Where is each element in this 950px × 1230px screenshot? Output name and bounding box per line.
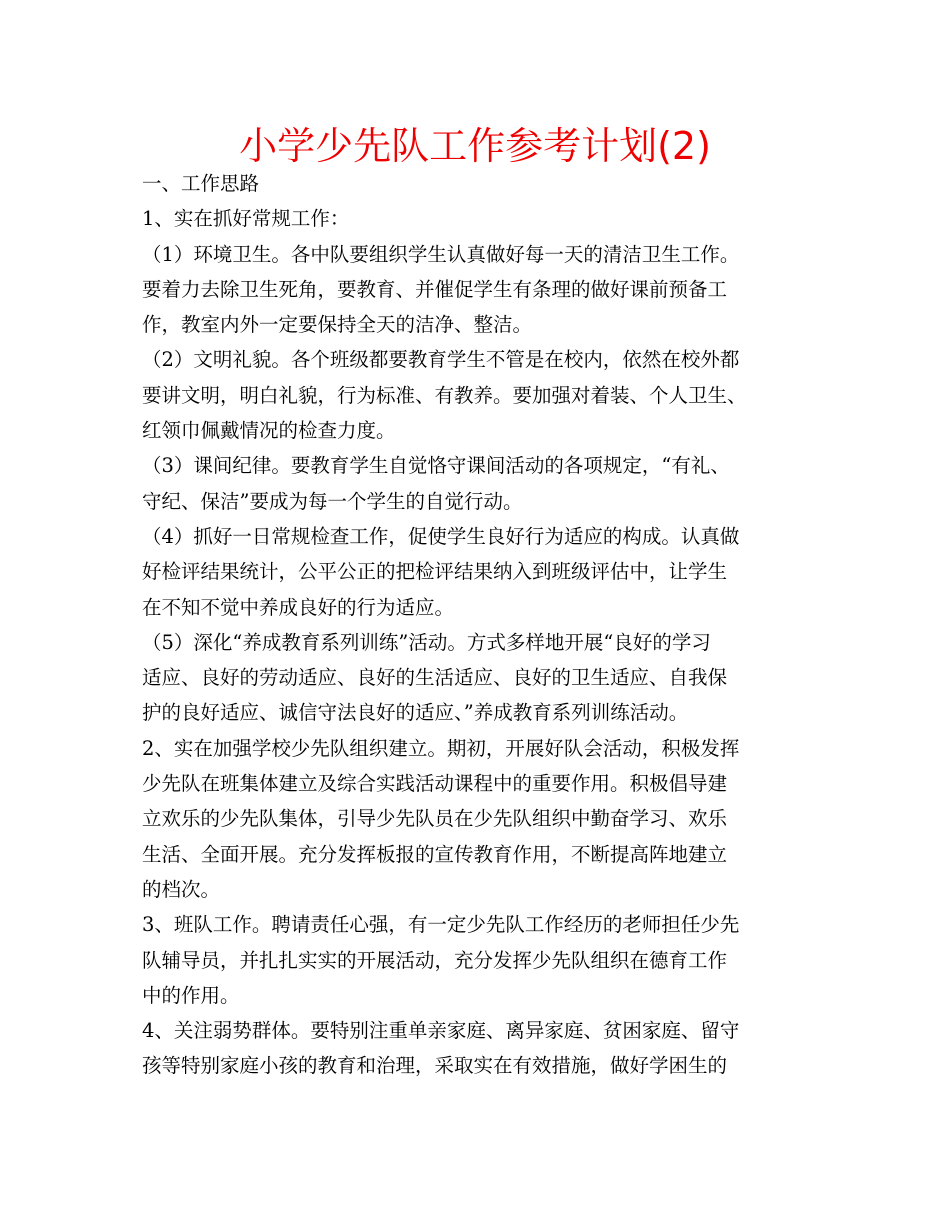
body-line: 要讲文明，明白礼貌，行为标准、有教养。要加强对着装、个人卫生、 <box>142 383 747 407</box>
body-line: 在不知不觉中养成良好的行为适应。 <box>142 595 455 619</box>
body-line: 一、工作思路 <box>142 172 260 195</box>
body-line: 少先队在班集体建立及综合实践活动课程中的重要作用。积极倡导建 <box>142 772 728 796</box>
body-line: 立欢乐的少先队集体，引导少先队员在少先队组织中勤奋学习、欢乐 <box>142 807 728 831</box>
body-line: （2）文明礼貌。各个班级都要教育学生不管是在校内，依然在校外都 <box>142 348 740 372</box>
body-line: 生活、全面开展。充分发挥板报的宣传教育作用，不断提高阵地建立 <box>142 842 728 866</box>
body-line: （5）深化“养成教育系列训练”活动。方式多样地开展“良好的学习 <box>142 630 711 654</box>
body-line: 2、实在加强学校少先队组织建立。期初，开展好队会活动，积极发挥 <box>142 736 740 760</box>
body-line: 好检评结果统计，公平公正的把检评结果纳入到班级评估中，让学生 <box>142 560 728 584</box>
body-line: 队辅导员，并扎扎实实的开展活动，充分发挥少先队组织在德育工作 <box>142 948 728 972</box>
document-body <box>142 166 832 1084</box>
body-line: 要着力去除卫生死角，要教育、并催促学生有条理的做好课前预备工 <box>142 277 728 301</box>
body-line: 3、班队工作。聘请责任心强，有一定少先队工作经历的老师担任少先 <box>142 913 740 937</box>
body-line: （1）环境卫生。各中队要组织学生认真做好每一天的清洁卫生工作。 <box>142 242 740 266</box>
body-line: 守纪、保洁”要成为每一个学生的自觉行动。 <box>142 489 523 513</box>
body-line: （3）课间纪律。要教育学生自觉恪守课间活动的各项规定，“有礼、 <box>142 454 730 478</box>
body-line: 的档次。 <box>142 877 221 901</box>
body-line: 护的良好适应、诚信守法良好的适应、”养成教育系列训练活动。 <box>142 701 689 725</box>
body-line: 作，教室内外一定要保持全天的洁净、整洁。 <box>142 313 533 337</box>
body-line: （4）抓好一日常规检查工作，促使学生良好行为适应的构成。认真做 <box>142 524 740 548</box>
body-line: 适应、良好的劳动适应、良好的生活适应、良好的卫生适应、自我保 <box>142 666 728 690</box>
body-line: 4、关注弱势群体。要特别注重单亲家庭、离异家庭、贫困家庭、留守 <box>142 1019 740 1043</box>
document-title: 小学少先队工作参考计划(2) <box>239 124 711 168</box>
body-line: 红领巾佩戴情况的检查力度。 <box>142 419 396 443</box>
body-line: 1、实在抓好常规工作： <box>142 207 350 231</box>
body-line: 孩等特别家庭小孩的教育和治理，采取实在有效措施，做好学困生的 <box>142 1054 728 1078</box>
body-line: 中的作用。 <box>142 983 240 1007</box>
